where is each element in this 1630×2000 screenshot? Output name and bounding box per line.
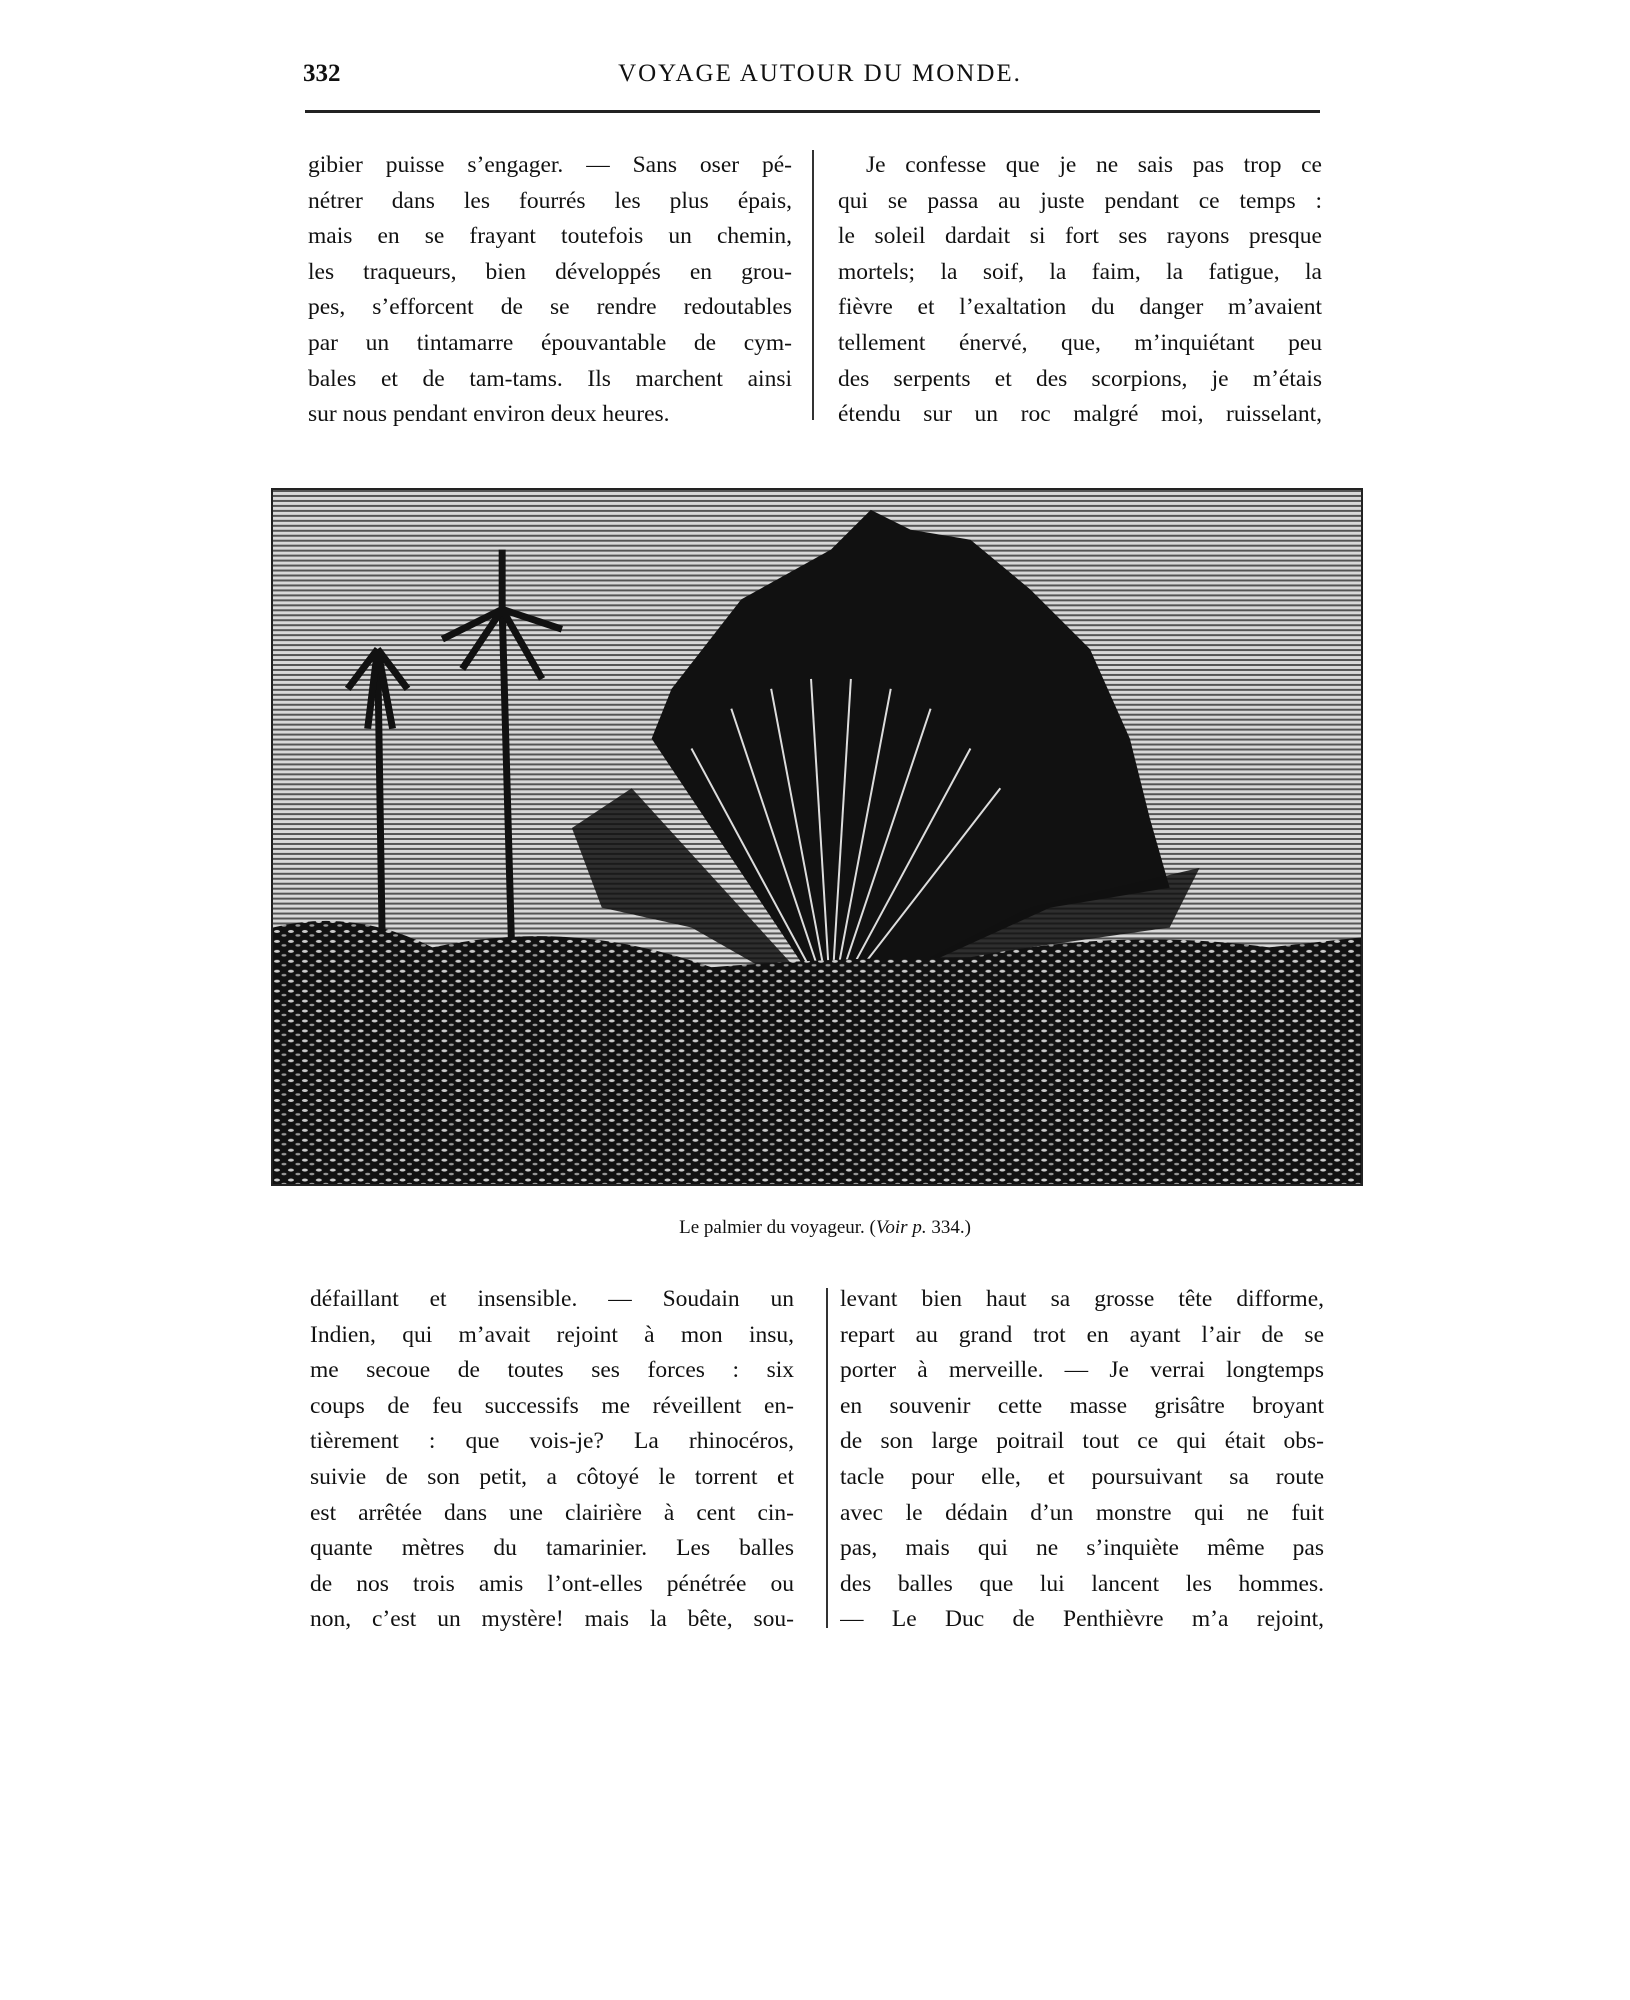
header-rule	[305, 110, 1320, 113]
column-divider	[826, 1288, 828, 1628]
text-line: tièrement : que vois-je? La rhinocéros,	[310, 1428, 794, 1455]
caption-text: Le palmier du voyageur. (	[679, 1217, 876, 1238]
figure-caption	[400, 1217, 1250, 1239]
text-line: coups de feu successifs me réveillent en-	[310, 1392, 794, 1419]
text-line: en souvenir cette masse grisâtre broyant	[840, 1392, 1324, 1419]
text-line: pas, mais qui ne s’inquiète même pas	[840, 1535, 1324, 1562]
text-line: tacle pour elle, et poursuivant sa route	[840, 1463, 1324, 1490]
text-line: le soleil dardait si fort ses rayons presque	[838, 223, 1322, 250]
text-line: défaillant et insensible. — Soudain un	[310, 1286, 794, 1312]
text-line: me secoue de toutes ses forces : six	[310, 1357, 794, 1384]
text-line: quante mètres du tamarinier. Les balles	[310, 1535, 794, 1562]
text-line: des serpents et des scorpions, je m’étais	[838, 365, 1322, 392]
text-line: avec le dédain d’un monstre qui ne fuit	[840, 1499, 1324, 1526]
text-line: Je confesse que je ne sais pas trop ce	[866, 152, 1322, 178]
top-left-column	[308, 148, 792, 433]
text-line: repart au grand trot en ayant l’air de se	[840, 1321, 1324, 1348]
text-line: les traqueurs, bien développés en grou-	[308, 258, 792, 285]
text-line: de son large poitrail tout ce qui était obs-	[840, 1428, 1324, 1455]
text-line: qui se passa au juste pendant ce temps :	[838, 187, 1322, 214]
text-line: levant bien haut sa grosse tête difforme,	[840, 1286, 1324, 1312]
text-line: porter à merveille. — Je verrai longtemps	[840, 1357, 1324, 1384]
text-line: mais en se frayant toutefois un chemin,	[308, 223, 792, 250]
text-line: pes, s’efforcent de se rendre redoutables	[308, 294, 792, 321]
text-line: suivie de son petit, a côtoyé le torrent et	[310, 1463, 794, 1490]
bottom-left-column	[310, 1282, 794, 1638]
text-line: Indien, qui m’avait rejoint à mon insu,	[310, 1321, 794, 1348]
text-line: mortels; la soif, la faim, la fatigue, la	[838, 258, 1322, 285]
text-line: tellement énervé, que, m’inquiétant peu	[838, 329, 1322, 356]
page-number: 332	[303, 60, 341, 87]
text-line: gibier puisse s’engager. — Sans oser pé-	[308, 152, 792, 178]
illustration-travellers-palm	[271, 488, 1363, 1186]
text-line: bales et de tam-tams. Ils marchent ainsi	[308, 365, 792, 392]
top-right-column	[838, 148, 1322, 433]
text-line: est arrêtée dans une clairière à cent cin-	[310, 1499, 794, 1526]
text-line: nétrer dans les fourrés les plus épais,	[308, 187, 792, 214]
caption-reference: Voir p.	[875, 1217, 927, 1238]
running-title: VOYAGE AUTOUR DU MONDE.	[618, 60, 1022, 87]
text-line: sur nous pendant environ deux heures.	[308, 401, 670, 428]
text-line: de nos trois amis l’ont-elles pénétrée ou	[310, 1570, 794, 1597]
text-line: des balles que lui lancent les hommes.	[840, 1570, 1324, 1597]
caption-page: 334.)	[926, 1217, 971, 1238]
text-line: étendu sur un roc malgré moi, ruisselant,	[838, 401, 1322, 428]
column-divider	[812, 150, 814, 420]
text-line: — Le Duc de Penthièvre m’a rejoint,	[840, 1606, 1324, 1633]
text-line: fièvre et l’exaltation du danger m’avaient	[838, 294, 1322, 321]
bottom-right-column	[840, 1282, 1324, 1638]
text-line: par un tintamarre épouvantable de cym-	[308, 329, 792, 356]
text-line: non, c’est un mystère! mais la bête, sou-	[310, 1606, 794, 1633]
